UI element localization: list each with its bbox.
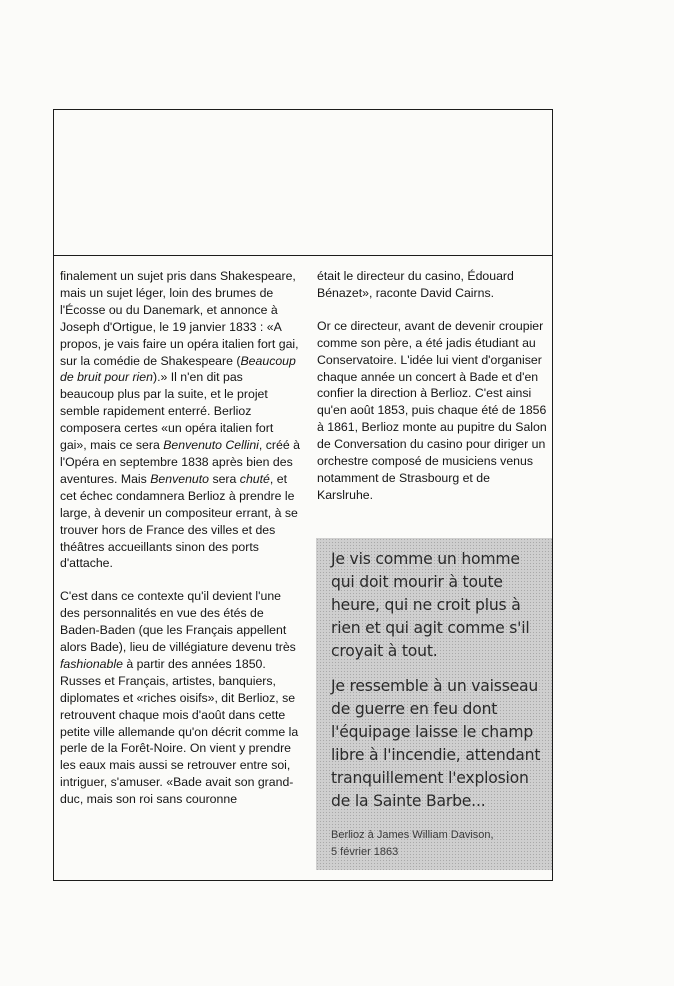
right-text-column <box>317 268 549 504</box>
quote-box <box>316 538 552 870</box>
page-frame <box>53 109 553 881</box>
left-paragraph-2: C'est dans ce contexte qu'il devient l'une des personnalités en vue des étés de Baden-Baden (que les Français appellent alors Bade), lieu de villégiature devenu très fashionable à partir des années 1850. Russes et Français, artistes, banquiers, diplomates et «riches oisifs», dit Berlioz, se retrouvent chaque mois d'août dans cette petite ville allemande qu'on décrit comme la perle de la Forêt-Noire. On vient y prendre les eaux mais aussi se retrouver entre soi, intriguer, s'amuser. «Bade avait son grand-duc, mais son roi sans couronne <box>60 589 299 807</box>
right-paragraph-1: était le directeur du casino, Édouard Bénazet», raconte David Cairns. <box>317 269 514 300</box>
left-text-column <box>60 268 300 808</box>
attribution-author: Berlioz à James William Davison, <box>331 829 494 841</box>
left-paragraph-1: finalement un sujet pris dans Shakespeare, mais un sujet léger, loin des brumes de l'Écosse ou du Danemark, et annonce à Joseph d'Ortigue, le 19 janvier 1833 : «A propos, je vais faire un opéra italien fort gai, sur la comédie de Shakespeare (Beaucoup de bruit pour rien).» Il n'en dit pas beaucoup plus par la suite, et le projet semble rapidement enterré. Berlioz composera certes «un opéra italien fort gai», mais ce sera Benvenuto Cellini, créé à l'Opéra en septembre 1838 après bien des aventures. Mais Benvenuto sera chuté, et cet échec condamnera Berlioz à prendre le large, à devenir un compositeur errant, à se trouver hors de France des villes et des théâtres accueillants sinon des ports d'attache. <box>60 269 300 571</box>
quote-1: Je vis comme un homme qui doit mourir à toute heure, qui ne croit plus à rien et qui agit comme s'il croyait à tout. <box>331 550 530 660</box>
quote-2: Je ressemble à un vaisseau de guerre en feu dont l'équipage laisse le champ libre à l'incendie, attendant tranquillement l'explosion de la Sainte Barbe... <box>331 677 541 810</box>
attribution-date: 5 février 1863 <box>331 846 399 858</box>
quote-attribution <box>331 827 542 861</box>
right-paragraph-2: Or ce directeur, avant de devenir croupier comme son père, a été jadis étudiant au Conservatoire. L'idée lui vient d'organiser chaque année un concert à Bade et d'en confier la direction à Berlioz. C'est ainsi qu'en août 1853, puis chaque été de 1856 à 1861, Berlioz monte au pupitre du Salon de Conversation du casino pour diriger un orchestre composé de musiciens venus notamment de Strasbourg et de Karslruhe. <box>317 318 547 502</box>
image-placeholder <box>54 110 552 256</box>
